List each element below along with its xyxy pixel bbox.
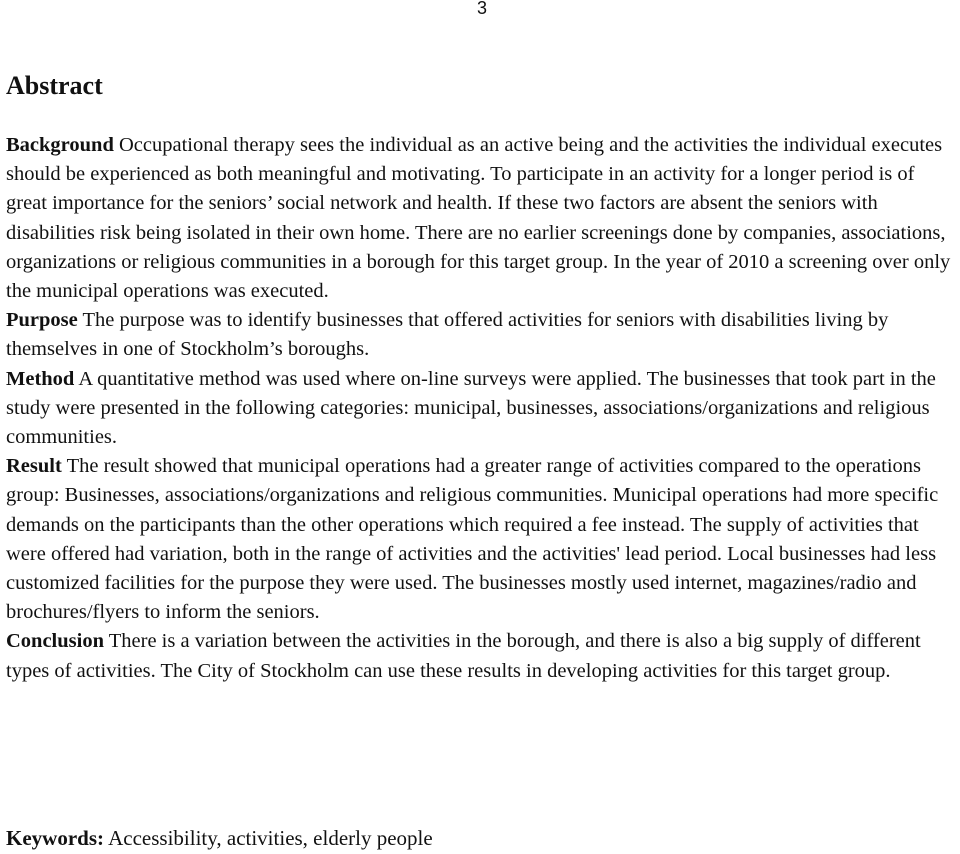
method-text: A quantitative method was used where on-line surveys were applied. The businesses that took part in the study were presented in the following categories: municipal, businesses, associations/organizations and religious communities. [6,367,936,449]
purpose-text: The purpose was to identify businesses that offered activities for seniors with disabilities living by themselves in one of Stockholm’s boroughs. [6,309,889,361]
background-label: Background [6,134,114,156]
method-label: Method [6,367,75,390]
background-text: Occupational therapy sees the individual as an active being and the activities the individual executes should be experienced as both meaningful and motivating. To participate in an activity for a longer period is of great importance for the seniors’ social network and health. If these two factors are absent the seniors with disabilities risk being isolated in their own home. There are no earlier screenings done by companies, associations, organizations or religious communities in a borough for this target group. In the year of 2010 a screening over only the municipal operations was executed. [6,134,951,303]
conclusion-paragraph [6,627,960,685]
purpose-paragraph [6,306,960,364]
background-paragraph [6,131,960,306]
page-number: 3 [477,0,488,18]
abstract-heading: Abstract [6,71,103,100]
abstract-body [6,131,960,686]
keywords-line [6,824,433,853]
conclusion-text: There is a variation between the activities in the borough, and there is also a big supply of different types of activities. The City of Stockholm can use these results in developing activities for this target group. [6,630,921,682]
result-text: The result showed that municipal operations had a greater range of activities compared to the operations group: Businesses, associations/organizations and religious communities. Municipal operations had more specific demands on the participants than the other operations which required a fee instead. The supply of activities that were offered had variation, both in the range of activities and the activities' lead period. Local businesses had less customized facilities for the purpose they were used. The businesses mostly used internet, magazines/radio and brochures/flyers to inform the seniors. [6,455,939,624]
result-label: Result [6,455,62,478]
method-paragraph [6,365,960,453]
conclusion-label: Conclusion [6,630,104,653]
keywords-text: Accessibility, activities, elderly people [108,826,433,850]
keywords-label: Keywords: [6,826,104,850]
result-paragraph [6,452,960,627]
purpose-label: Purpose [6,309,78,332]
